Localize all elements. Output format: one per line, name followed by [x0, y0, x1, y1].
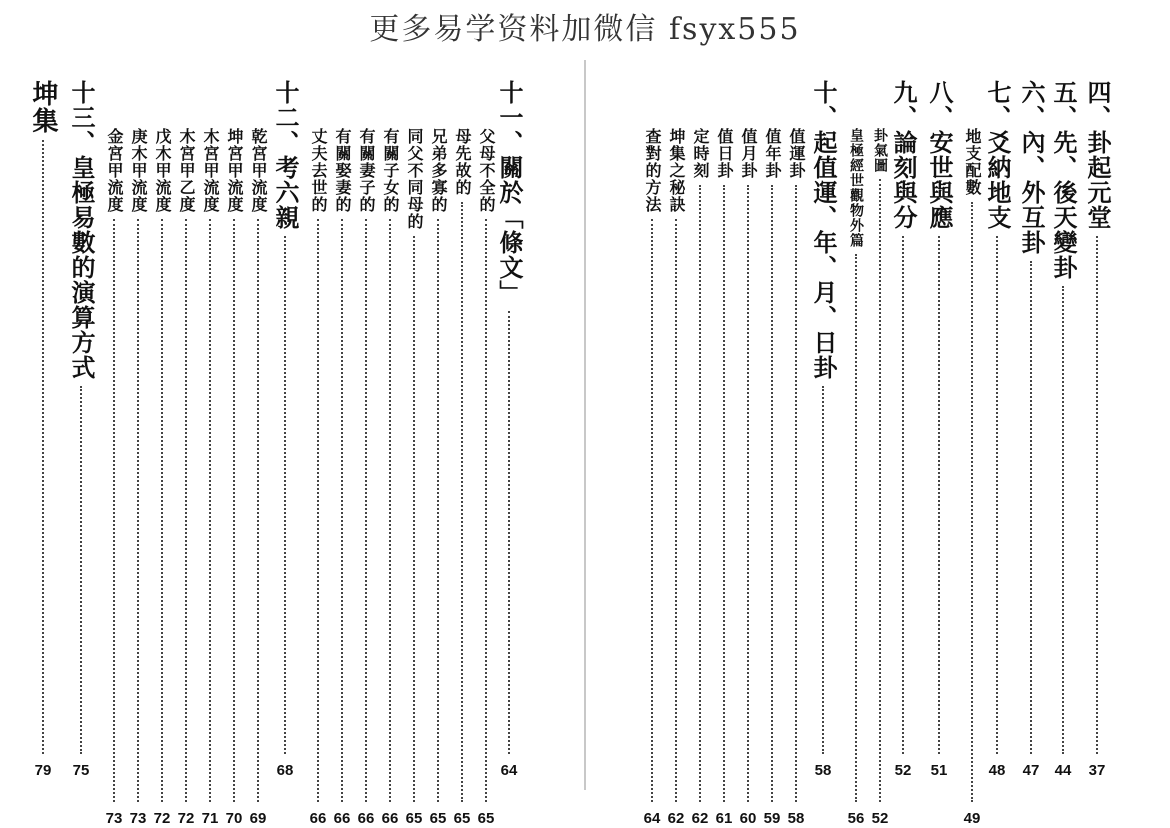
- toc-subentry[interactable]: [760, 128, 784, 828]
- entry-title: 木宮甲流度: [201, 128, 220, 213]
- page-number: 56: [847, 810, 865, 827]
- toc-subentry[interactable]: [736, 128, 760, 828]
- dot-leader: [795, 185, 797, 802]
- entry-title: 值日卦: [715, 128, 734, 179]
- toc-subentry[interactable]: [378, 128, 402, 828]
- toc-entry-section-5[interactable]: [1046, 80, 1080, 780]
- toc-subentry[interactable]: [174, 128, 198, 828]
- toc-subentry[interactable]: [330, 128, 354, 828]
- page-number: 58: [814, 762, 832, 779]
- entry-title: 坤宮甲流度: [225, 128, 244, 213]
- dot-leader: [1062, 286, 1064, 754]
- entry-title: 查對的方法: [643, 128, 662, 213]
- page-number: 51: [930, 762, 948, 779]
- page-number: 44: [1054, 762, 1072, 779]
- entry-title: 庚木甲流度: [129, 128, 148, 213]
- dot-leader: [284, 236, 286, 754]
- page-number: 59: [763, 810, 781, 827]
- entry-title: 值月卦: [739, 128, 758, 179]
- dot-leader: [185, 219, 187, 802]
- dot-leader: [389, 219, 391, 802]
- page-number: 65: [429, 810, 447, 827]
- page-number: 70: [225, 810, 243, 827]
- dot-leader: [996, 236, 998, 754]
- page-number: 75: [72, 762, 90, 779]
- dot-leader: [137, 219, 139, 802]
- page-number: 73: [129, 810, 147, 827]
- toc-entry-section-7[interactable]: [980, 80, 1014, 780]
- dot-leader: [1030, 261, 1032, 754]
- toc-subentry[interactable]: [844, 128, 868, 828]
- dot-leader: [233, 219, 235, 802]
- page-number: 47: [1022, 762, 1040, 779]
- dot-leader: [42, 140, 44, 754]
- entry-title: 五、先、後天變卦: [1049, 80, 1077, 280]
- page-number: 58: [787, 810, 805, 827]
- entry-title: 有關妻子的: [357, 128, 376, 213]
- entry-title: 卦氣圖: [872, 128, 888, 173]
- toc-subentry[interactable]: [150, 128, 174, 828]
- toc-subentry[interactable]: [712, 128, 736, 828]
- page-number: 61: [715, 810, 733, 827]
- toc-subentry[interactable]: [402, 128, 426, 828]
- watermark-header: 更多易学资料加微信 fsyx555: [369, 12, 801, 47]
- toc-entry-section-13[interactable]: [64, 80, 98, 780]
- entry-title: 父母不全的: [477, 128, 496, 213]
- dot-leader: [161, 219, 163, 802]
- dot-leader: [209, 219, 211, 802]
- dot-leader: [365, 219, 367, 802]
- entry-title: 坤集: [28, 80, 58, 134]
- toc-entry-section-12[interactable]: [268, 80, 302, 780]
- page-number: 48: [988, 762, 1006, 779]
- toc-subentry[interactable]: [246, 128, 270, 828]
- page-number: 60: [739, 810, 757, 827]
- page-number: 79: [34, 762, 52, 779]
- dot-leader: [317, 219, 319, 802]
- entry-title: 有關子女的: [381, 128, 400, 213]
- page-number: 52: [894, 762, 912, 779]
- page-number: 52: [871, 810, 889, 827]
- page-number: 66: [381, 810, 399, 827]
- page-number: 72: [177, 810, 195, 827]
- dot-leader: [699, 185, 701, 802]
- entry-title: 值年卦: [763, 128, 782, 179]
- page-number: 64: [643, 810, 661, 827]
- entry-title: 乾宮甲流度: [249, 128, 268, 213]
- entry-title: 同父不同母的: [405, 128, 424, 230]
- entry-title: 戊木甲流度: [153, 128, 172, 213]
- page-number: 62: [691, 810, 709, 827]
- toc-entry-kun-ji[interactable]: [26, 80, 60, 780]
- entry-title: 值運卦: [787, 128, 806, 179]
- page-number: 66: [309, 810, 327, 827]
- entry-title: 十一、關於「條文」: [495, 80, 523, 305]
- dot-leader: [257, 219, 259, 802]
- dot-leader: [747, 185, 749, 802]
- dot-leader: [485, 219, 487, 802]
- toc-subentry[interactable]: [688, 128, 712, 828]
- page-number: 66: [333, 810, 351, 827]
- toc-subentry[interactable]: [664, 128, 688, 828]
- entry-title: 母先故的: [453, 128, 472, 196]
- page-number: 68: [276, 762, 294, 779]
- entry-title: 金宮甲流度: [105, 128, 124, 213]
- entry-title: 定時刻: [691, 128, 710, 179]
- dot-leader: [113, 219, 115, 802]
- toc-subentry[interactable]: [126, 128, 150, 828]
- toc-entry-section-6[interactable]: [1014, 80, 1048, 780]
- entry-title: 木宮甲乙度: [177, 128, 196, 213]
- entry-title: 十二、考六親: [271, 80, 299, 230]
- dot-leader: [437, 219, 439, 802]
- dot-leader: [879, 179, 881, 802]
- page-number: 65: [453, 810, 471, 827]
- dot-leader: [80, 386, 82, 754]
- dot-leader: [341, 219, 343, 802]
- entry-title: 四、卦起元堂: [1083, 80, 1111, 230]
- entry-title: 十三、皇極易數的演算方式: [67, 80, 95, 380]
- dot-leader: [822, 386, 824, 754]
- toc-subentry[interactable]: [222, 128, 246, 828]
- dot-leader: [461, 202, 463, 802]
- page-number: 64: [500, 762, 518, 779]
- page-number: 69: [249, 810, 267, 827]
- dot-leader: [971, 202, 973, 802]
- dot-leader: [508, 311, 510, 754]
- entry-title: 兄弟多寡的: [429, 128, 448, 213]
- dot-leader: [938, 236, 940, 754]
- toc-subentry[interactable]: [198, 128, 222, 828]
- book-spine: [584, 60, 586, 790]
- dot-leader: [855, 254, 857, 802]
- entry-title: 有關娶妻的: [333, 128, 352, 213]
- page-number: 37: [1088, 762, 1106, 779]
- entry-title: 七、爻納地支: [983, 80, 1011, 230]
- toc-entry-section-10[interactable]: [806, 80, 840, 780]
- entry-title: 丈夫去世的: [309, 128, 328, 213]
- entry-title: 十、起值運、年、月、日卦: [809, 80, 837, 380]
- toc-entry-section-11[interactable]: [492, 80, 526, 780]
- dot-leader: [1096, 236, 1098, 754]
- dot-leader: [723, 185, 725, 802]
- entry-title: 八、安世與應: [925, 80, 953, 230]
- entry-title: 九、論刻與分: [889, 80, 917, 230]
- toc-subentry[interactable]: [450, 128, 474, 828]
- page-number: 65: [477, 810, 495, 827]
- entry-title: 坤集之秘訣: [667, 128, 686, 213]
- page-number: 66: [357, 810, 375, 827]
- toc-entry-section-9[interactable]: [886, 80, 920, 780]
- page-number: 71: [201, 810, 219, 827]
- page-number: 62: [667, 810, 685, 827]
- toc-subentry[interactable]: [426, 128, 450, 828]
- toc-subentry[interactable]: [354, 128, 378, 828]
- dot-leader: [902, 236, 904, 754]
- toc-subentry[interactable]: [306, 128, 330, 828]
- toc-subentry[interactable]: [640, 128, 664, 828]
- dot-leader: [675, 219, 677, 802]
- toc-subentry[interactable]: [102, 128, 126, 828]
- page-number: 65: [405, 810, 423, 827]
- toc-entry-section-8[interactable]: [922, 80, 956, 780]
- dot-leader: [413, 236, 415, 802]
- dot-leader: [651, 219, 653, 802]
- entry-title: 六、內、外互卦: [1017, 80, 1045, 255]
- page-number: 72: [153, 810, 171, 827]
- toc-subentry[interactable]: [784, 128, 808, 828]
- page-number: 73: [105, 810, 123, 827]
- toc-entry-section-4[interactable]: [1080, 80, 1114, 780]
- entry-title: 地支配數: [963, 128, 982, 196]
- page-number: 49: [963, 810, 981, 827]
- dot-leader: [771, 185, 773, 802]
- entry-title: 皇極經世觀物外篇: [848, 128, 864, 248]
